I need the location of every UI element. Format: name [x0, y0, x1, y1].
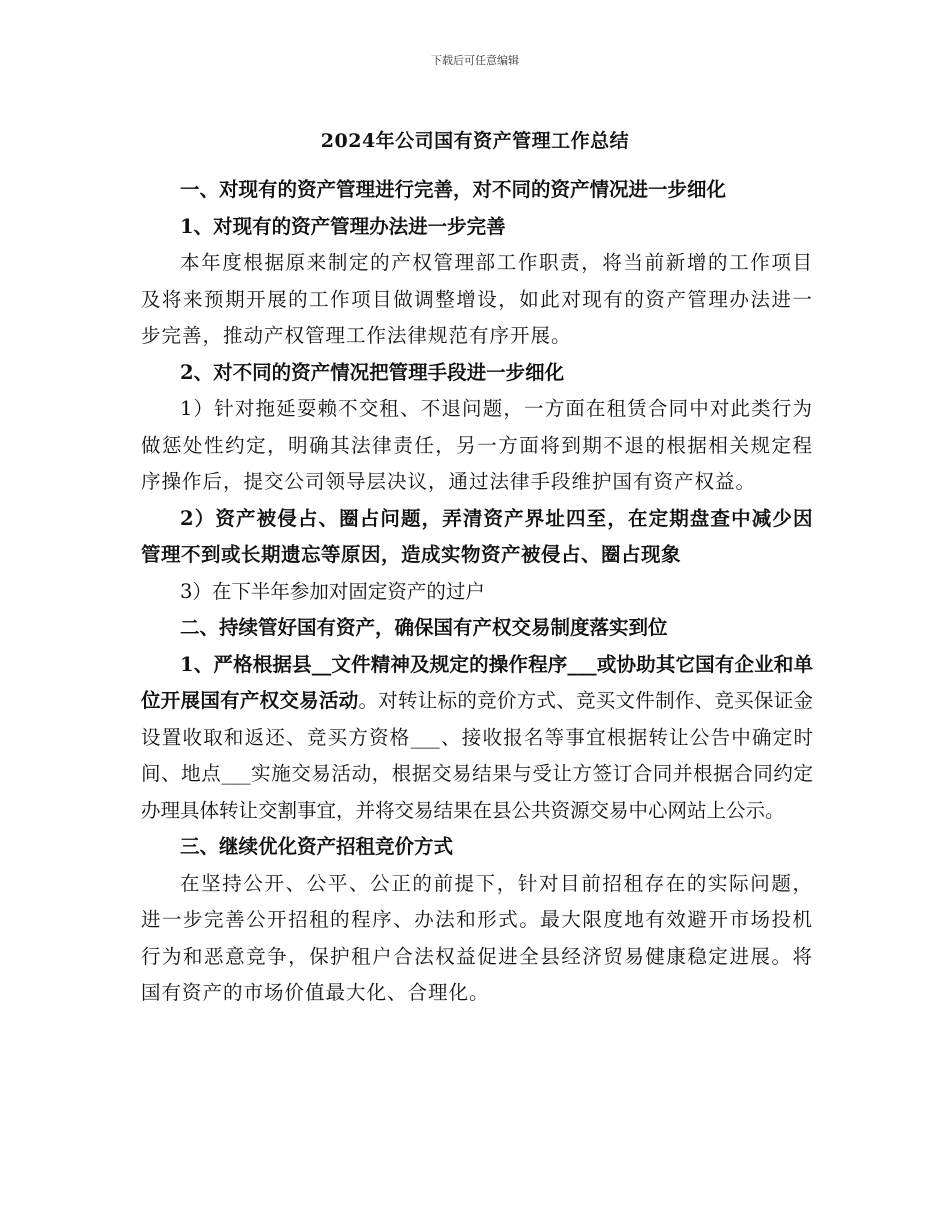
section3-body: 在坚持公开、公平、公正的前提下，针对目前招租存在的实际问题，进一步完善公开招租的程序、办法和形式。最大限度地有效避开市场投机行为和恶意竞争，保护租户合法权益促进全县经济贸易健康稳定进展。将国有资产的市场价值最大化、合理化。 [141, 871, 813, 1004]
section2-sub1 [141, 647, 813, 830]
document-body [141, 172, 813, 1012]
section2-heading: 二、持续管好国有资产，确保国有产权交易制度落实到位 [180, 616, 668, 639]
section1-sub2-item1: 1）针对拖延耍赖不交租、不退问题，一方面在租赁合同中对此类行为做惩处性约定，明确其法律责任，另一方面将到期不退的根据相关规定程序操作后，提交公司领导层决议，通过法律手段维护国有资产权益。 [141, 397, 813, 493]
section3-heading: 三、继续优化资产招租竞价方式 [180, 835, 454, 858]
section1-sub2-item3: 3）在下半年参加对固定资产的过户 [180, 579, 485, 603]
document-title: 2024年公司国有资产管理工作总结 [320, 130, 630, 152]
section1-sub2-heading: 2、对不同的资产情况把管理手段进一步细化 [180, 360, 565, 384]
section1-sub1-heading: 1、对现有的资产管理办法进一步完善 [180, 214, 506, 238]
page-header: 下载后可任意编辑 [431, 54, 519, 67]
section2-sub1-body: 。对转让标的竞价方式、竞买文件制作、竞买保证金设置收取和返还、竞买方资格___、接收报名等事宜根据转让公告中确定时间、地点___实施交易活动，根据交易结果与受让方签订合同并根据合同约定办理具体转让交割事宜，并将交易结果在县公共资源交易中心网站上公示。 [141, 689, 813, 822]
section1-sub2-item2: 2）资产被侵占、圈占问题，弄清资产界址四至，在定期盘查中减少因管理不到或长期遗忘等原因，造成实物资产被侵占、圈占现象 [141, 506, 813, 566]
section2-sub1-heading: 1、严格根据县__文件精神及规定的操作程序___或协助其它国有企业和单位开展国有产权交易活动 [141, 652, 813, 712]
section1-heading: 一、对现有的资产管理进行完善，对不同的资产情况进一步细化 [180, 178, 727, 201]
section1-sub1-body: 本年度根据原来制定的产权管理部工作职责，将当前新增的工作项目及将来预期开展的工作项目做调整增设，如此对现有的资产管理办法进一步完善，推动产权管理工作法律规范有序开展。 [141, 251, 813, 347]
